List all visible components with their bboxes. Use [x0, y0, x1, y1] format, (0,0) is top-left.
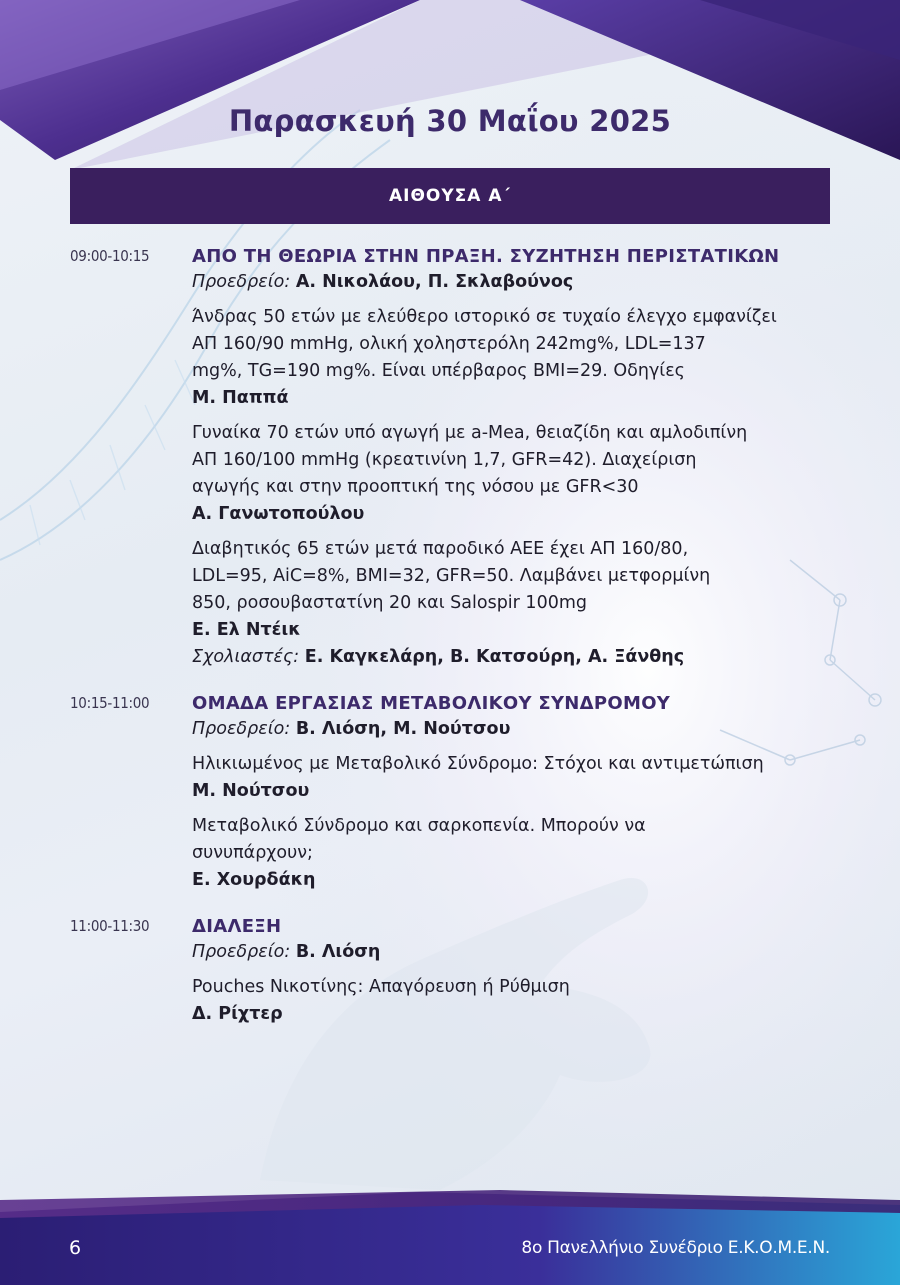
commentators-label: Σχολιαστές: — [192, 647, 300, 667]
talk-speaker: Ε. Ελ Ντέικ — [192, 620, 301, 640]
chairs-names: Α. Νικολάου, Π. Σκλαβούνος — [295, 272, 574, 292]
session-body — [192, 244, 830, 671]
session-body — [192, 691, 830, 894]
session-1 — [70, 244, 830, 671]
chairs-label: Προεδρείο: — [192, 719, 291, 739]
chairs-names: Β. Λιόση — [295, 942, 381, 962]
session-chairs — [192, 269, 830, 296]
talk-title-line: ΑΠ 160/100 mmHg (κρεατινίνη 1,7, GFR=42). Διαχείριση — [192, 450, 697, 470]
talk-item — [192, 304, 830, 412]
talk-title-line: Ηλικιωμένος με Μεταβολικό Σύνδρομο: Στόχοι και αντιμετώπιση — [192, 754, 764, 774]
session-time: 10:15-11:00 — [70, 694, 150, 712]
talk-speaker: Δ. Ρίχτερ — [192, 1004, 283, 1024]
session-title: ΟΜΑΔΑ ΕΡΓΑΣΙΑΣ ΜΕΤΑΒΟΛΙΚΟΥ ΣΥΝΔΡΟΜΟΥ — [192, 693, 671, 714]
session-title: ΔΙΑΛΕΞΗ — [192, 916, 282, 937]
talk-title-line: Μεταβολικό Σύνδρομο και σαρκοπενία. Μπορούν να — [192, 816, 646, 836]
talk-title-line: Pouches Νικοτίνης: Απαγόρευση ή Ρύθμιση — [192, 977, 570, 997]
program-schedule — [70, 244, 830, 1048]
talk-speaker: Ε. Χουρδάκη — [192, 870, 316, 890]
session-3 — [70, 914, 830, 1028]
talk-item — [192, 813, 830, 894]
commentators-names: Ε. Καγκελάρη, Β. Κατσούρη, Α. Ξάνθης — [304, 647, 685, 667]
talk-title-line: αγωγής και στην προοπτική της νόσου με GFR<30 — [192, 477, 639, 497]
room-label: ΑΙΘΟΥΣΑ Α΄ — [388, 186, 512, 206]
talk-item — [192, 420, 830, 528]
session-chairs — [192, 716, 830, 743]
room-header-bar — [70, 168, 830, 224]
chairs-label: Προεδρείο: — [192, 942, 291, 962]
session-body — [192, 914, 830, 1028]
session-2 — [70, 691, 830, 894]
talk-title-line: Άνδρας 50 ετών με ελεύθερο ιστορικό σε τυχαίο έλεγχο εμφανίζει — [192, 307, 777, 327]
talk-item — [192, 751, 830, 805]
talk-item — [192, 974, 830, 1028]
talk-title-line: ΑΠ 160/90 mmHg, ολική χοληστερόλη 242mg%, LDL=137 — [192, 334, 706, 354]
page-title: Παρασκευή 30 Μαΐου 2025 — [228, 104, 672, 138]
talk-title-line: 850, ροσουβαστατίνη 20 και Salospir 100mg — [192, 593, 587, 613]
conference-name: 8ο Πανελλήνιο Συνέδριο Ε.Κ.Ο.Μ.Ε.Ν. — [521, 1238, 830, 1258]
session-title: ΑΠΟ ΤΗ ΘΕΩΡΙΑ ΣΤΗΝ ΠΡΑΞΗ. ΣΥΖΗΤΗΣΗ ΠΕΡΙΣΤΑΤΙΚΩΝ — [192, 246, 780, 267]
talk-title-line: mg%, TG=190 mg%. Είναι υπέρβαρος BMI=29. Οδηγίες — [192, 361, 685, 381]
talk-title-line: Διαβητικός 65 ετών μετά παροδικό ΑΕΕ έχει ΑΠ 160/80, — [192, 539, 689, 559]
chairs-names: Β. Λιόση, Μ. Νούτσου — [295, 719, 511, 739]
chairs-label: Προεδρείο: — [192, 272, 291, 292]
page-number: 6 — [69, 1237, 82, 1259]
session-commentators — [192, 644, 830, 671]
session-chairs — [192, 939, 830, 966]
session-time: 11:00-11:30 — [70, 917, 150, 935]
session-time: 09:00-10:15 — [70, 247, 150, 265]
talk-speaker: Μ. Παππά — [192, 388, 289, 408]
talk-title-line: Γυναίκα 70 ετών υπό αγωγή με a-Mea, θειαζίδη και αμλοδιπίνη — [192, 423, 748, 443]
talk-title-line: συνυπάρχουν; — [192, 843, 313, 863]
talk-speaker: Α. Γανωτοπούλου — [192, 504, 365, 524]
talk-title-line: LDL=95, AiC=8%, BMI=32, GFR=50. Λαμβάνει μετφορμίνη — [192, 566, 711, 586]
talk-speaker: Μ. Νούτσου — [192, 781, 310, 801]
talk-item — [192, 536, 830, 644]
